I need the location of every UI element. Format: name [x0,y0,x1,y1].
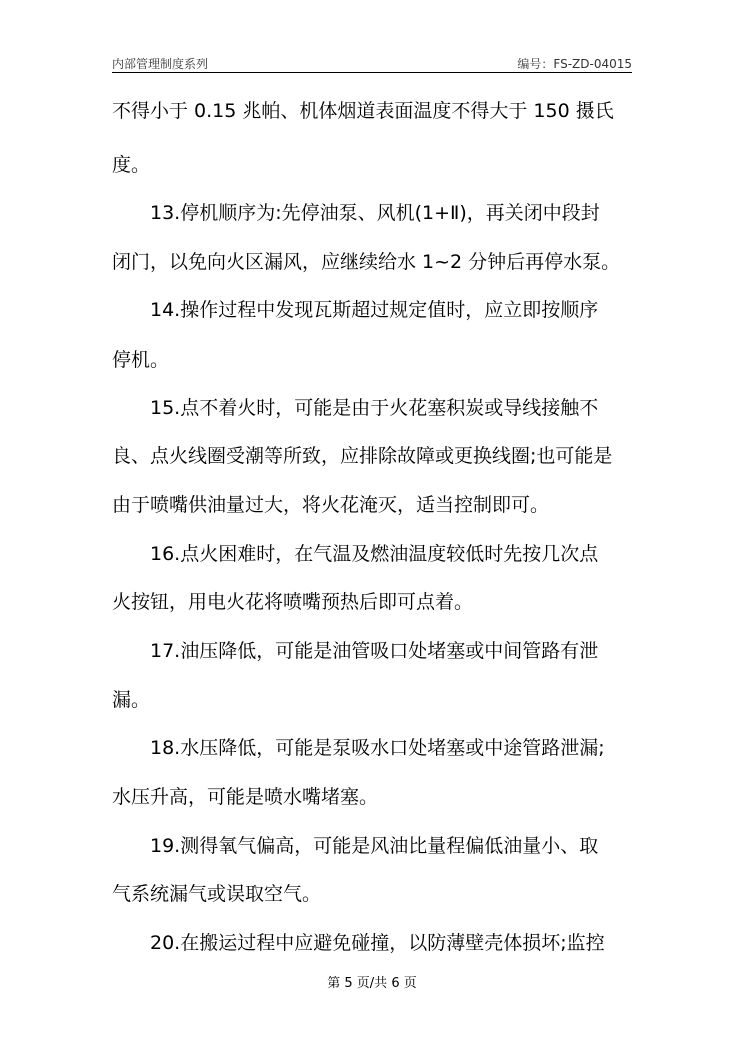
text-line: 停机。 [112,349,170,371]
text-line: 20.在搬运过程中应避免碰撞，以防薄壁壳体损坏;监控 [112,932,605,954]
text-line: 漏。 [112,689,151,711]
text-line: 水压升高，可能是喷水嘴堵塞。 [112,786,379,808]
text-line: 15.点不着火时，可能是由于火花塞积炭或导线接触不 [112,397,599,419]
text-line: 17.油压降低，可能是油管吸口处堵塞或中间管路有泄 [112,640,599,662]
text-line: 19.测得氧气偏高，可能是风油比量程偏低油量小、取 [112,835,599,857]
text-line: 16.点火困难时，在气温及燃油温度较低时先按几次点 [112,543,599,565]
text-line: 18.水压降低，可能是泵吸水口处堵塞或中途管路泄漏; [112,737,605,759]
text-line: 良、点火线圈受潮等所致，应排除故障或更换线圈;也可能是 [112,445,613,467]
text-line: 闭门，以免向火区漏风，应继续给水 1~2 分钟后再停水泵。 [112,251,621,273]
text-line: 气系统漏气或误取空气。 [112,883,322,905]
text-line: 13.停机顺序为:先停油泵、风机(1+Ⅱ)，再关闭中段封 [112,202,600,224]
text-line: 度。 [112,154,151,176]
text-line: 不得小于 0.15 兆帕、机体烟道表面温度不得大于 150 摄氏 [112,100,614,122]
text-line: 火按钮，用电火花将喷嘴预热后即可点着。 [112,591,474,613]
header-series-title: 内部管理制度系列 [112,57,209,71]
text-line: 14.操作过程中发现瓦斯超过规定值时，应立即按顺序 [112,299,599,321]
text-line: 由于喷嘴供油量过大，将火花淹灭，适当控制即可。 [112,494,550,516]
header-document-number: 编号：FS-ZD-04015 [517,57,632,71]
page-number: 第 5 页/共 6 页 [327,976,417,991]
page-header [112,52,632,73]
